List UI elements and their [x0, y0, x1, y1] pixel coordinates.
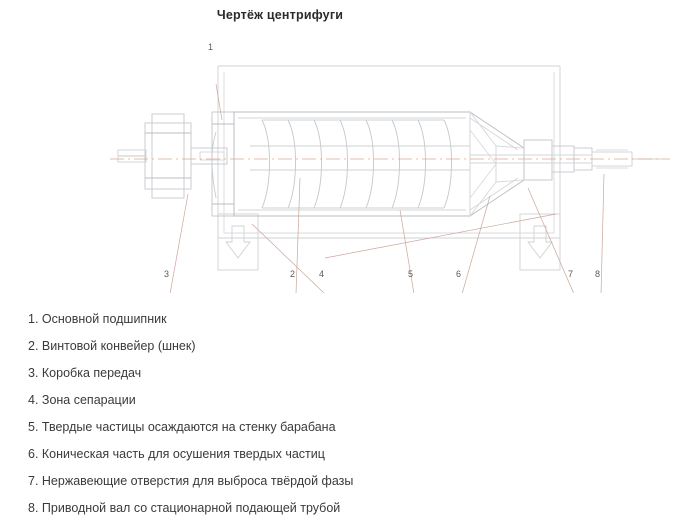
callout-4: 4 [319, 269, 325, 279]
callout-7: 7 [568, 269, 574, 279]
list-item: 7. Нержавеющие отверстия для выброса твёрдой фазы [28, 474, 354, 488]
callout-8: 8 [595, 269, 601, 279]
callout-3: 3 [164, 269, 170, 279]
list-item: 3. Коробка передач [28, 366, 142, 380]
list-item: 4. Зона сепарации [28, 393, 136, 407]
legend-list [28, 312, 668, 528]
callout-6: 6 [456, 269, 462, 279]
centrifuge-svg [0, 28, 687, 293]
callout-2: 2 [290, 269, 296, 279]
callout-5: 5 [408, 269, 414, 279]
list-item: 2. Винтовой конвейер (шнек) [28, 339, 196, 353]
centrifuge-drawing [0, 28, 687, 293]
callout-1: 1 [208, 42, 214, 52]
list-item: 5. Твердые частицы осаждаются на стенку барабана [28, 420, 336, 434]
page-title: Чертёж центрифуги [216, 8, 344, 22]
list-item: 8. Приводной вал со стационарной подающей трубой [28, 501, 341, 515]
list-item: 1. Основной подшипник [28, 312, 167, 326]
list-item: 6. Коническая часть для осушения твердых частиц [28, 447, 325, 461]
